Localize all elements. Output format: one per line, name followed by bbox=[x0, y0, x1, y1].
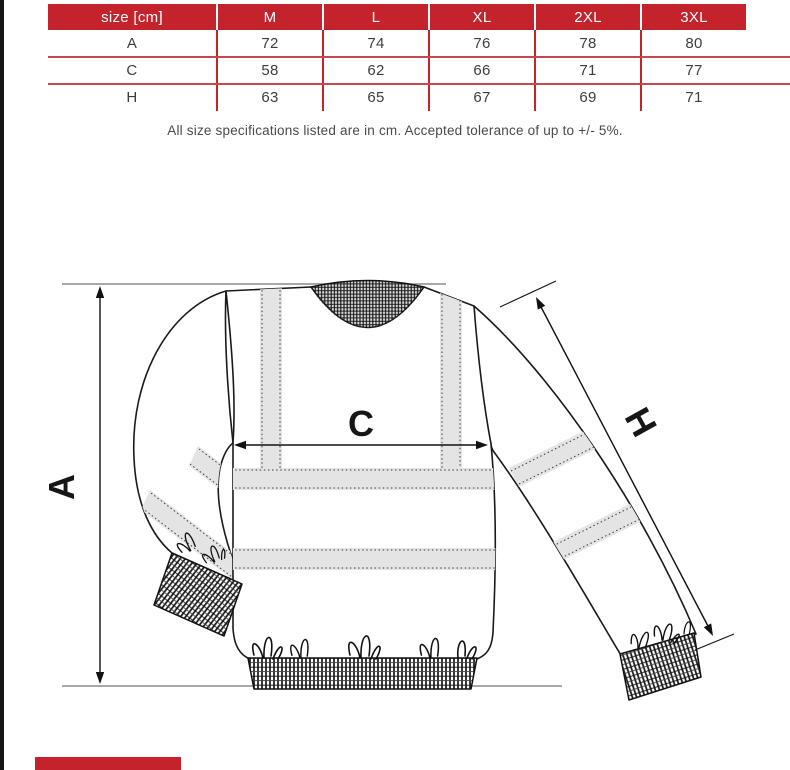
size-cell: 63 bbox=[218, 84, 322, 111]
header-cell-2xl: 2XL bbox=[536, 4, 640, 30]
size-cell: 77 bbox=[642, 57, 746, 84]
size-cell: 66 bbox=[430, 57, 534, 84]
bottom-red-bar bbox=[35, 757, 181, 770]
header-cell-l: L bbox=[324, 4, 428, 30]
size-cell: 62 bbox=[324, 57, 428, 84]
header-cell-xl: XL bbox=[430, 4, 534, 30]
size-cell: 76 bbox=[430, 30, 534, 57]
size-cell: 65 bbox=[324, 84, 428, 111]
size-cell: 71 bbox=[536, 57, 640, 84]
dimension-a bbox=[41, 286, 104, 684]
tolerance-note: All size specifications listed are in cm. Accepted tolerance of up to +/- 5%. bbox=[167, 123, 623, 138]
header-cell-3xl: 3XL bbox=[642, 4, 746, 30]
row-label: A bbox=[48, 30, 216, 57]
row-label: C bbox=[48, 57, 216, 84]
size-cell: 71 bbox=[642, 84, 746, 111]
header-cell-size: size [cm] bbox=[48, 4, 216, 30]
size-cell: 58 bbox=[218, 57, 322, 84]
header-cell-m: M bbox=[218, 4, 322, 30]
size-cell: 67 bbox=[430, 84, 534, 111]
row-label: H bbox=[48, 84, 216, 111]
size-cell: 74 bbox=[324, 30, 428, 57]
size-cell: 72 bbox=[218, 30, 322, 57]
garment-body bbox=[226, 285, 500, 659]
dimension-label-a: A bbox=[41, 474, 82, 500]
right-sleeve bbox=[474, 306, 696, 657]
dimension-label-h: H bbox=[616, 400, 666, 444]
size-cell: 69 bbox=[536, 84, 640, 111]
size-cell: 78 bbox=[536, 30, 640, 57]
dimension-label-c: C bbox=[348, 403, 374, 444]
size-cell: 80 bbox=[642, 30, 746, 57]
